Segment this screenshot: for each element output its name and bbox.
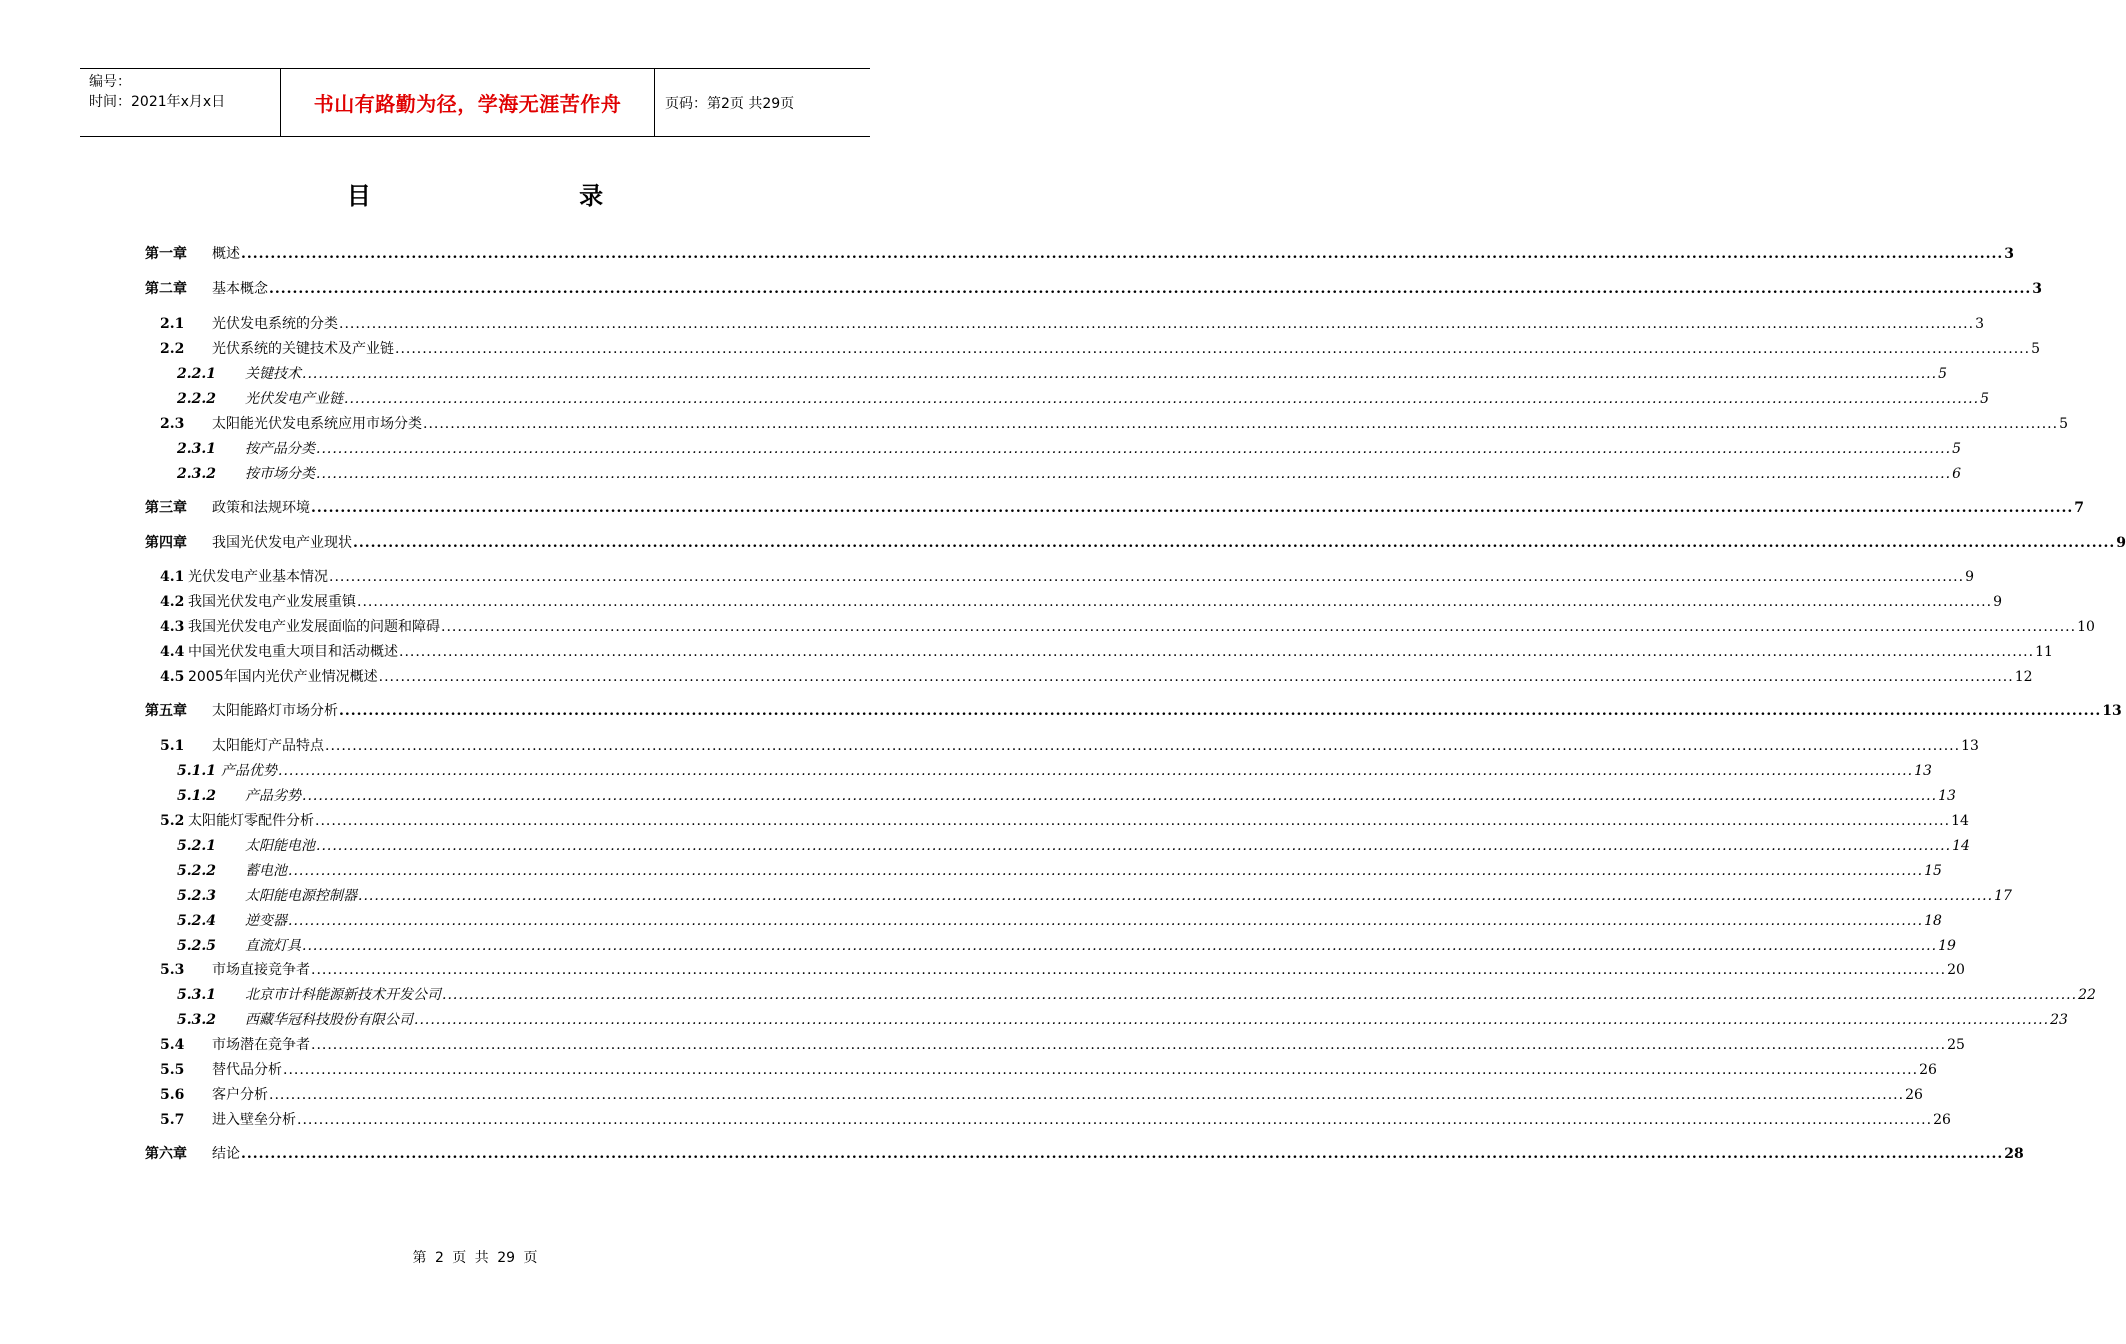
toc-entry-title: 产品劣势 (245, 788, 301, 804)
toc-entry[interactable] (0, 836, 1970, 856)
toc-entry-title: 我国光伏发电产业发展面临的问题和障碍 (188, 619, 440, 635)
toc-entry-number: 4.3 (160, 619, 185, 635)
toc-entry-number: 5.5 (160, 1062, 185, 1078)
toc-leader-dots: ............................................................................................................................................................................................................................................................................................................ (302, 938, 1938, 954)
toc-entry[interactable] (0, 464, 1961, 484)
toc-entry-number: 2.2.2 (177, 391, 216, 407)
toc-entry[interactable] (0, 811, 1969, 831)
toc-entry[interactable] (0, 960, 1965, 980)
toc-entry-title: 太阳能电池 (245, 838, 315, 854)
toc-entry-page: 18 (1924, 913, 1942, 929)
toc-entry-number: 5.2.1 (177, 838, 216, 854)
toc-entry-page: 13 (2102, 703, 2122, 719)
toc-entry-page: 5 (1980, 391, 1989, 407)
toc-entry-title: 政策和法规环境 (212, 500, 310, 516)
toc-entry-title: 替代品分析 (212, 1062, 282, 1078)
toc-entry-page: 26 (1933, 1112, 1951, 1128)
toc-entry-number: 第二章 (145, 281, 187, 297)
toc-entry-number: 4.2 (160, 594, 185, 610)
toc-entry[interactable] (0, 736, 1979, 756)
toc-entry-page: 15 (1924, 863, 1942, 879)
toc-entry-title: 市场潜在竞争者 (212, 1037, 310, 1053)
toc-entry-title: 西藏华冠科技股份有限公司 (245, 1012, 413, 1028)
toc-entry[interactable] (0, 279, 2042, 299)
toc-entry[interactable] (0, 861, 1942, 881)
toc-entry-page: 17 (1994, 888, 2012, 904)
toc-entry[interactable] (0, 911, 1942, 931)
toc-entry-page: 9 (1993, 594, 2002, 610)
toc-entry-title: 光伏系统的关键技术及产业链 (212, 341, 394, 357)
toc-leader-dots: ............................................................................................................................................................................................................................................................................................................ (288, 863, 1924, 879)
toc-leader-dots: ............................................................................................................................................................................................................................................................................................................ (423, 416, 2059, 432)
toc-entry-page: 11 (2035, 644, 2053, 660)
toc-entry-number: 5.1.1 (177, 763, 216, 779)
toc-entry-title: 基本概念 (212, 281, 268, 297)
toc-entry-title: 光伏发电产业链 (245, 391, 343, 407)
toc-entry-title: 概述 (212, 246, 240, 262)
toc-entry[interactable] (0, 642, 2053, 662)
toc-leader-dots: ............................................................................................................................................................................................................................................................................................................ (316, 441, 1952, 457)
toc-entry-page: 3 (1975, 316, 1984, 332)
toc-entry-number: 第四章 (145, 535, 187, 551)
toc-entry[interactable] (0, 886, 2012, 906)
toc-entry-title: 太阳能灯零配件分析 (188, 813, 314, 829)
toc-entry-page: 5 (2031, 341, 2040, 357)
toc-entry-number: 5.2.5 (177, 938, 216, 954)
toc-leader-dots: ............................................................................................................................................................................................................................................................................................................ (442, 987, 2078, 1003)
toc-leader-dots: ............................................................................................................................................................................................................................................................................................................ (311, 1037, 1947, 1053)
toc-entry-title: 产品优势 (221, 763, 277, 779)
header-motto: 书山有路勤为径，学海无涯苦作舟 (281, 69, 655, 136)
toc-entry-title: 市场直接竞争者 (212, 962, 310, 978)
toc-entry-page: 9 (2116, 535, 2126, 551)
toc-leader-dots: ............................................................................................................................................................................................................................................................................................................ (344, 391, 1980, 407)
toc-entry-number: 2.2 (160, 341, 185, 357)
toc-entry[interactable] (0, 985, 2096, 1005)
toc-entry-title: 客户分析 (212, 1087, 268, 1103)
toc-entry-page: 5 (2059, 416, 2068, 432)
toc-entry-number: 5.2.4 (177, 913, 216, 929)
toc-entry-page: 6 (1952, 466, 1961, 482)
toc-leader-dots: ............................................................................................................................................................................................................................................................................................................ (353, 535, 2116, 551)
toc-entry-number: 5.6 (160, 1087, 185, 1103)
toc-entry-title: 太阳能光伏发电系统应用市场分类 (212, 416, 422, 432)
toc-entry[interactable] (0, 439, 1961, 459)
header-meta (80, 69, 281, 136)
toc-entry[interactable] (0, 533, 2126, 553)
toc-entry[interactable] (0, 339, 2040, 359)
toc-entry-title: 我国光伏发电产业发展重镇 (188, 594, 356, 610)
toc-entry-page: 26 (1905, 1087, 1923, 1103)
page-header (80, 68, 870, 137)
toc-entry-number: 4.1 (160, 569, 185, 585)
toc-entry-page: 10 (2077, 619, 2095, 635)
toc-entry[interactable] (0, 786, 1956, 806)
toc-entry-title: 关键技术 (245, 366, 301, 382)
toc-entry-page: 5 (1938, 366, 1947, 382)
toc-entry[interactable] (0, 1010, 2068, 1030)
toc-entry-title: 2005年国内光伏产业情况概述 (188, 669, 378, 685)
header-time-label: 时间：2021年x月x日 (89, 94, 226, 110)
toc-leader-dots: ............................................................................................................................................................................................................................................................................................................ (378, 669, 2014, 685)
toc-leader-dots: ............................................................................................................................................................................................................................................................................................................ (316, 466, 1952, 482)
toc-entry-title: 按产品分类 (245, 441, 315, 457)
page-footer: 第 2 页 共 29 页 (412, 1250, 538, 1266)
toc-entry-page: 14 (1952, 838, 1970, 854)
toc-leader-dots: ............................................................................................................................................................................................................................................................................................................ (395, 341, 2031, 357)
toc-entry[interactable] (0, 389, 1989, 409)
toc-leader-dots: ............................................................................................................................................................................................................................................................................................................ (302, 366, 1938, 382)
toc-entry-number: 2.3 (160, 416, 185, 432)
toc-leader-dots: ............................................................................................................................................................................................................................................................................................................ (357, 594, 1993, 610)
toc-entry[interactable] (0, 567, 1974, 587)
toc-entry-number: 第六章 (145, 1146, 187, 1162)
toc-leader-dots: ............................................................................................................................................................................................................................................................................................................ (316, 838, 1952, 854)
header-page-info: 页码：第2页 共29页 (665, 95, 795, 112)
toc-leader-dots: ............................................................................................................................................................................................................................................................................................................ (241, 1146, 2004, 1162)
toc-leader-dots: ............................................................................................................................................................................................................................................................................................................ (339, 316, 1975, 332)
toc-entry[interactable] (0, 1110, 1951, 1130)
toc-entry[interactable] (0, 1085, 1923, 1105)
toc-entry-page: 14 (1951, 813, 1969, 829)
toc-entry[interactable] (0, 617, 2095, 637)
toc-leader-dots: ............................................................................................................................................................................................................................................................................................................ (311, 962, 1947, 978)
toc-entry-title: 按市场分类 (245, 466, 315, 482)
toc-entry-page: 22 (2078, 987, 2096, 1003)
toc-entry-page: 20 (1947, 962, 1965, 978)
toc-entry-number: 5.1.2 (177, 788, 216, 804)
toc-leader-dots: ............................................................................................................................................................................................................................................................................................................ (315, 813, 1951, 829)
toc-entry[interactable] (0, 1144, 2024, 1164)
toc-entry[interactable] (0, 701, 2122, 721)
toc-entry-number: 4.5 (160, 669, 185, 685)
toc-entry-number: 5.2 (160, 813, 185, 829)
toc-entry[interactable] (0, 414, 2068, 434)
toc-leader-dots: ............................................................................................................................................................................................................................................................................................................ (283, 1062, 1919, 1078)
toc-entry-page: 23 (2050, 1012, 2068, 1028)
toc-entry[interactable] (0, 498, 2084, 518)
toc-entry-number: 第五章 (145, 703, 187, 719)
toc-entry-page: 3 (2032, 281, 2042, 297)
toc-leader-dots: ............................................................................................................................................................................................................................................................................................................ (269, 281, 2032, 297)
toc-entry-title: 进入壁垒分析 (212, 1112, 296, 1128)
toc-entry-number: 2.1 (160, 316, 185, 332)
toc-entry[interactable] (0, 1035, 1965, 1055)
header-number-label: 编号： (89, 74, 131, 90)
toc-entry-page: 25 (1947, 1037, 1965, 1053)
toc-entry-number: 4.4 (160, 644, 185, 660)
toc-entry-title: 太阳能电源控制器 (245, 888, 357, 904)
toc-leader-dots: ............................................................................................................................................................................................................................................................................................................ (302, 788, 1938, 804)
toc-leader-dots: ............................................................................................................................................................................................................................................................................................................ (241, 246, 2004, 262)
toc-entry-number: 5.3 (160, 962, 185, 978)
toc-entry-page: 9 (1965, 569, 1974, 585)
toc-entry-page: 5 (1952, 441, 1961, 457)
toc-leader-dots: ............................................................................................................................................................................................................................................................................................................ (339, 703, 2102, 719)
toc-entry-page: 3 (2004, 246, 2014, 262)
toc-entry-page: 13 (1914, 763, 1932, 779)
toc-entry-page: 13 (1938, 788, 1956, 804)
toc-leader-dots: ............................................................................................................................................................................................................................................................................................................ (399, 644, 2035, 660)
toc-entry-page: 13 (1961, 738, 1979, 754)
toc-entry-page: 19 (1938, 938, 1956, 954)
toc-entry-page: 28 (2004, 1146, 2024, 1162)
toc-entry-number: 2.3.1 (177, 441, 216, 457)
toc-leader-dots: ............................................................................................................................................................................................................................................................................................................ (358, 888, 1994, 904)
toc-entry-number: 2.2.1 (177, 366, 216, 382)
toc-entry[interactable] (0, 761, 1932, 781)
toc-entry-title: 光伏发电产业基本情况 (188, 569, 328, 585)
toc-entry-number: 5.1 (160, 738, 185, 754)
toc-leader-dots: ............................................................................................................................................................................................................................................................................................................ (269, 1087, 1905, 1103)
toc-entry[interactable] (0, 364, 1947, 384)
toc-entry-number: 第三章 (145, 500, 187, 516)
toc-entry-number: 5.3.2 (177, 1012, 216, 1028)
toc-entry[interactable] (0, 314, 1984, 334)
toc-entry-title: 中国光伏发电重大项目和活动概述 (188, 644, 398, 660)
toc-entry-number: 第一章 (145, 246, 187, 262)
toc-entry-page: 12 (2014, 669, 2033, 685)
toc-entry-title: 直流灯具 (245, 938, 301, 954)
toc-entry-number: 5.2.3 (177, 888, 216, 904)
toc-leader-dots: ............................................................................................................................................................................................................................................................................................................ (441, 619, 2077, 635)
toc-leader-dots: ............................................................................................................................................................................................................................................................................................................ (278, 763, 1914, 779)
toc-entry[interactable] (0, 592, 2002, 612)
toc-entry-page: 26 (1919, 1062, 1937, 1078)
toc-leader-dots: ............................................................................................................................................................................................................................................................................................................ (311, 500, 2074, 516)
toc-entry[interactable] (0, 244, 2014, 264)
toc-leader-dots: ............................................................................................................................................................................................................................................................................................................ (297, 1112, 1933, 1128)
toc-entry-number: 5.4 (160, 1037, 185, 1053)
toc-entry-number: 5.7 (160, 1112, 185, 1128)
toc-leader-dots: ............................................................................................................................................................................................................................................................................................................ (329, 569, 1965, 585)
toc-entry-title: 蓄电池 (245, 863, 287, 879)
toc-entry-title: 结论 (212, 1146, 240, 1162)
toc-entry-title: 太阳能路灯市场分析 (212, 703, 338, 719)
toc-entry-title: 太阳能灯产品特点 (212, 738, 324, 754)
toc-entry-page: 7 (2074, 500, 2084, 516)
toc-entry-number: 5.3.1 (177, 987, 216, 1003)
toc-entry-title: 北京市计科能源新技术开发公司 (245, 987, 441, 1003)
toc-leader-dots: ............................................................................................................................................................................................................................................................................................................ (414, 1012, 2050, 1028)
toc-entry-number: 5.2.2 (177, 863, 216, 879)
toc-entry[interactable] (0, 936, 1956, 956)
toc-entry-title: 逆变器 (245, 913, 287, 929)
toc-title: 目 录 (346, 182, 704, 210)
toc-entry-number: 2.3.2 (177, 466, 216, 482)
toc-leader-dots: ............................................................................................................................................................................................................................................................................................................ (288, 913, 1924, 929)
toc-leader-dots: ............................................................................................................................................................................................................................................................................................................ (325, 738, 1961, 754)
toc-entry-title: 我国光伏发电产业现状 (212, 535, 352, 551)
toc-entry[interactable] (0, 667, 2033, 687)
toc-entry[interactable] (0, 1060, 1937, 1080)
toc-entry-title: 光伏发电系统的分类 (212, 316, 338, 332)
